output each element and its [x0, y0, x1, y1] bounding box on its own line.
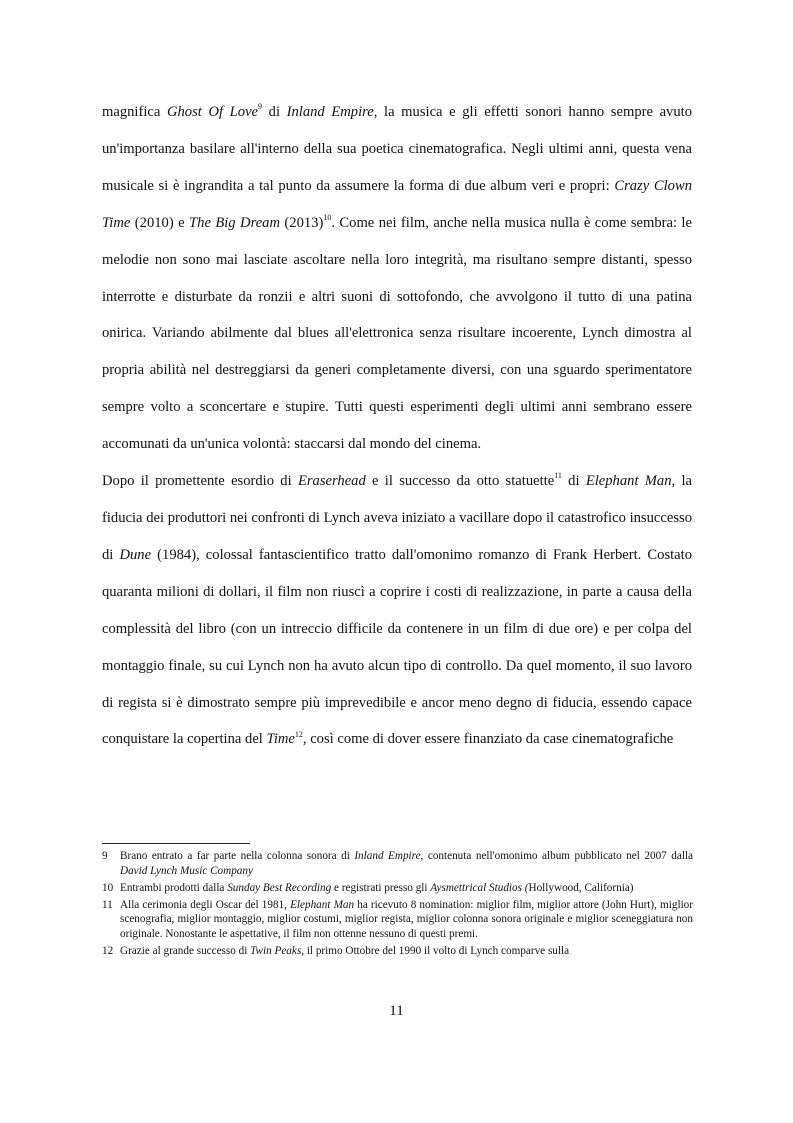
film-title-inland-empire: Inland Empire,	[354, 850, 424, 862]
text-segment: Hollywood, California)	[528, 881, 634, 894]
film-title-dune: Dune	[119, 546, 152, 563]
song-title-ghost-of-love: Ghost Of Love	[166, 104, 259, 120]
body-text	[102, 94, 692, 758]
text-segment: (2010) e	[130, 214, 190, 231]
text-segment: il primo Ottobre del 1990 il volto di Lynch comparve sulla	[304, 944, 570, 957]
magazine-title-time: Time	[266, 731, 295, 748]
footnote-text	[120, 849, 693, 878]
film-title-elephant-man: Elephant Man	[290, 898, 355, 911]
text-segment: e il successo da otto statuette	[365, 473, 555, 490]
studio-aysmettrical-studios: Aysmettrical Studios (	[430, 881, 529, 894]
film-title-eraserhead: Eraserhead	[297, 473, 366, 490]
footnote-12	[102, 944, 693, 959]
footnote-text	[120, 944, 693, 959]
footnote-ref-9[interactable]: 9	[258, 102, 263, 112]
text-segment: di	[262, 104, 287, 120]
album-title-crazy-clown-time: Crazy Clown Time	[102, 177, 693, 231]
footnote-ref-11[interactable]: 11	[554, 471, 562, 481]
text-segment: di	[561, 473, 586, 490]
footnote-10	[102, 881, 693, 896]
footnote-9	[102, 849, 693, 878]
page-number: 11	[389, 1003, 404, 1019]
film-title-elephant-man: Elephant Man,	[585, 473, 676, 490]
footnote-11	[102, 898, 693, 942]
text-segment: Dopo il promettente esordio di	[102, 473, 298, 490]
paragraph-1	[102, 94, 692, 463]
text-segment: (2013)	[280, 214, 324, 231]
text-segment: . Come nei film, anche nella musica nulla è come sembra: le melodie non sono mai lasciate ascoltare nella loro integrità, ma risultano sempre distanti, spesso interrotte e disturbate da ronzii e altri suoni di sottofondo, che avvolgono il tutto di una patina onirica. Variando abilmente dal blues all'elettronica senza risultare incoerente, Lynch dimostra al propria abilità nel destreggiarsi da generi completamente diversi, con una sguardo sperimentatore sempre volto a sconcertare e stupire. Tutti questi esperimenti degli ultimi anni sembrano essere accomunati da un'unica volontà: staccarsi dal mondo del cinema.	[102, 214, 692, 453]
paragraph-2	[102, 463, 692, 758]
footnote-separator	[102, 843, 250, 844]
footnote-ref-10[interactable]: 10	[323, 212, 332, 222]
footnote-number: 10	[102, 881, 114, 894]
text-segment: la fiducia dei produttori nei confronti di Lynch aveva iniziato a vacillare dopo il catastrofico insuccesso di	[102, 473, 692, 563]
text-segment: la musica e gli effetti sonori hanno sempre avuto un'importanza basilare all'interno della sua poetica cinematografica. Negli ultimi anni, questa vena musicale si è ingrandita a tal punto da assumere la forma di due album veri e propri:	[102, 104, 692, 194]
text-segment: (1984), colossal fantascientifico tratto dall'omonimo romanzo di Frank Herbert. Costato quaranta milioni di dollari, il film non riuscì a coprire i costi di realizzazione, in parte a causa della complessità del libro (con un intreccio difficile da contenere in un film di due ore) e per colpa del montaggio finale, su cui Lynch non ha avuto alcun tipo di controllo. Da quel momento, il suo lavoro di regista si è dimostrato sempre più imprevedibile e ancor meno degno di fiducia, essendo capace conquistare la copertina del	[102, 546, 693, 748]
text-segment: magnifica	[102, 104, 167, 120]
text-segment: contenuta nell'omonimo album pubblicato nel 2007 dalla	[423, 850, 693, 862]
text-segment: Brano entrato a far parte nella colonna sonora di	[120, 850, 355, 862]
text-segment: Entrambi prodotti dalla	[120, 881, 228, 894]
footnote-number: 12	[102, 944, 114, 957]
film-title-inland-empire: Inland Empire,	[286, 104, 378, 120]
footnote-ref-12[interactable]: 12	[294, 729, 303, 739]
label-sunday-best-recording: Sunday Best Recording	[227, 881, 332, 894]
text-segment: , così come di dover essere finanziato da case cinematografiche	[302, 731, 674, 748]
footnote-number: 11	[102, 898, 113, 911]
label-david-lynch-music-company: David Lynch Music Company	[120, 864, 253, 877]
footnote-text	[120, 898, 693, 942]
text-segment: Alla cerimonia degli Oscar del 1981,	[120, 898, 291, 911]
footnote-text	[120, 881, 693, 896]
tv-title-twin-peaks: Twin Peaks,	[250, 944, 305, 957]
text-segment: e registrati presso gli	[331, 881, 431, 894]
footnote-number: 9	[102, 850, 108, 862]
text-segment: ha ricevuto 8 nomination: miglior film, miglior attore (John Hurt), miglior scenografia, miglior montaggio, miglior costumi, miglior regista, miglior colonna sonora originale e miglior sceneggiatura non originale. Nonostante le aspettative, il film non ottenne nessuno di questi premi.	[120, 898, 693, 940]
album-title-the-big-dream: The Big Dream	[189, 214, 281, 231]
footnotes	[102, 849, 693, 961]
text-segment: Grazie al grande successo di	[120, 944, 251, 957]
